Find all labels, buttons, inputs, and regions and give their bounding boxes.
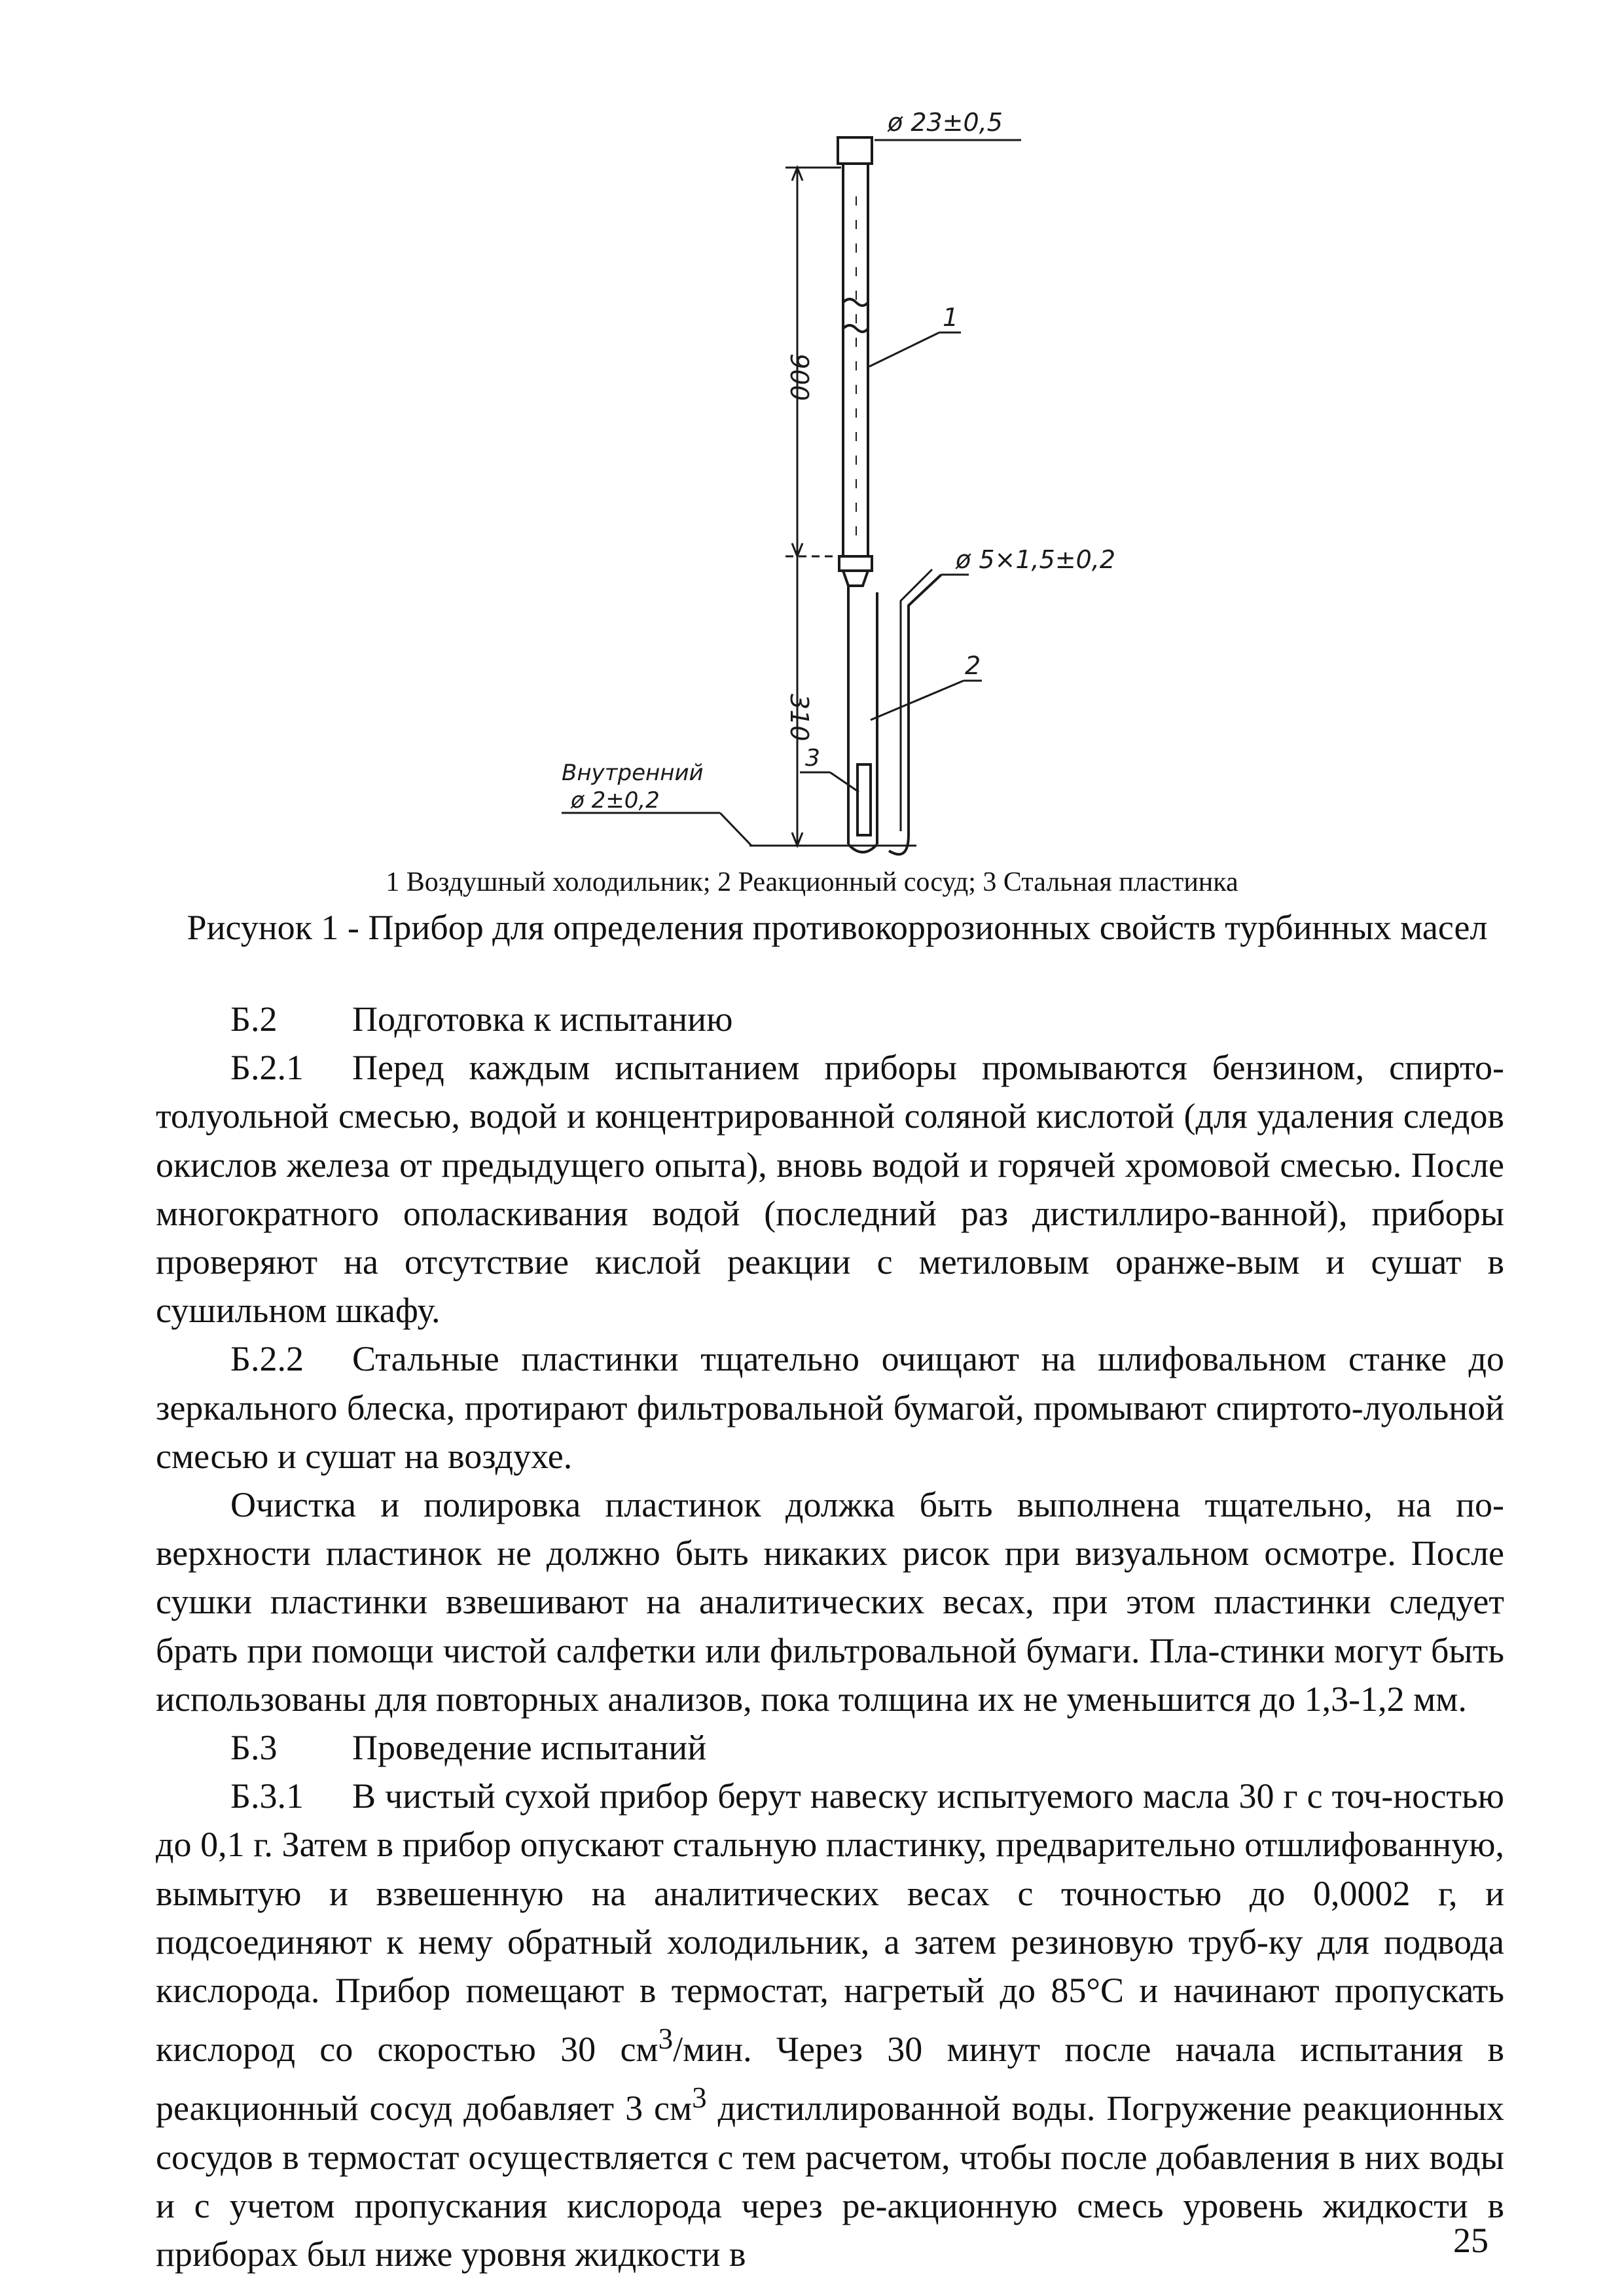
dim-diameter-side-label: ø 5×1,5±0,2 bbox=[956, 545, 1116, 574]
paragraph-b31 bbox=[156, 1772, 1504, 2278]
joint-neck bbox=[843, 571, 868, 586]
section-b2-heading bbox=[156, 995, 1504, 1043]
side-tube-outer bbox=[889, 575, 941, 854]
clause-text-part-3: дистиллированной воды. Погружение реакционных сосудов в термостат осуществляется с тем расчетом, чтобы после добавления в них воды и с учетом пропускания кислорода через ре-акционную смесь уровень жидкости в приборах был ниже уровня жидкости в bbox=[156, 2089, 1504, 2274]
callout-2-leader bbox=[871, 681, 964, 720]
paragraph-b22 bbox=[156, 1335, 1504, 1480]
callout-1: 1 bbox=[943, 303, 959, 332]
clause-number: Б.2.2 bbox=[230, 1339, 304, 1379]
inner-label: Внутренний bbox=[562, 760, 704, 786]
clause-number: Б.2.1 bbox=[230, 1048, 304, 1088]
superscript: 3 bbox=[658, 2022, 674, 2056]
cooler-top-cap bbox=[838, 137, 872, 164]
clause-text-part-2: /мин. Через 30 минут после начала испытания в реакционный сосуд добавляет 3 см bbox=[156, 2030, 1504, 2128]
section-number: Б.3 bbox=[230, 1728, 278, 1768]
apparatus-figure bbox=[0, 0, 1624, 877]
break-mark-2 bbox=[843, 325, 868, 332]
section-b3-heading bbox=[156, 1723, 1504, 1772]
superscript: 3 bbox=[692, 2081, 707, 2115]
dim-310-label: 310 bbox=[785, 694, 814, 742]
page-number: 25 bbox=[1453, 2221, 1489, 2260]
paragraph-b21 bbox=[156, 1043, 1504, 1335]
callout-1-leader bbox=[869, 332, 939, 367]
dim-diameter-top-label: ø 23±0,5 bbox=[888, 108, 1003, 137]
figure-caption: Рисунок 1 - Прибор для определения противокоррозионных свойств турбинных масел bbox=[187, 908, 1488, 947]
steel-plate bbox=[857, 764, 871, 835]
paragraph-polishing: Очистка и полировка пластинок должка быть выполнена тщательно, на по-верхности пластинок не должно быть никаких рисок при визуальном осмотре. После сушки пластинки взвешивают на аналитических весах, при этом пластинки следует брать при помощи чистой салфетки или фильтровальной бумаги. Пла-стинки могут быть использованы для повторных анализов, пока толщина их не уменьшится до 1,3-1,2 мм. bbox=[156, 1485, 1504, 1719]
callout-3-leader bbox=[830, 772, 859, 792]
document-body bbox=[156, 995, 1504, 2278]
clause-text: Перед каждым испытанием приборы промываются бензином, спирто-толуольной смесью, водой и концентрированной соляной кислотой (для удаления следов окислов железа от предыдущего опыта), вновь водой и горячей хромовой смесью. После многократного ополаскивания водой (последний раз дистиллиро-ванной), приборы проверяют на отсутствие кислой реакции с метиловым оранже-вым и сушат в сушильном шкафу. bbox=[156, 1048, 1504, 1331]
cooler-joint bbox=[839, 556, 872, 571]
inner-dim-label: ø 2±0,2 bbox=[571, 787, 660, 814]
section-title: Подготовка к испытанию bbox=[352, 999, 733, 1039]
break-mark-1 bbox=[843, 299, 868, 306]
inner-leader-diagonal bbox=[720, 813, 751, 846]
clause-number: Б.3.1 bbox=[230, 1776, 304, 1816]
clause-text-part-1: В чистый сухой прибор берут навеску испытуемого масла 30 г с точ-ностью до 0,1 г. Затем в прибор опускают стальную пластинку, предварительно отшлифованную, вымытую и взвешенную на аналитических весах с точностью до 0,0002 г, и подсоединяют к нему обратный холодильник, а затем резиновую труб-ку для подвода кислорода. Прибор помещают в термостат, нагретый до 85°С и начинают пропускать кислород со скоростью 30 см bbox=[156, 1776, 1504, 2070]
section-title: Проведение испытаний bbox=[352, 1728, 707, 1768]
dim-900-label: 900 bbox=[785, 353, 814, 401]
figure-legend: 1 Воздушный холодильник; 2 Реакционный сосуд; 3 Стальная пластинка bbox=[386, 867, 1238, 897]
section-number: Б.2 bbox=[230, 999, 278, 1039]
callout-3: 3 bbox=[805, 745, 820, 772]
callout-2: 2 bbox=[965, 651, 981, 680]
clause-text: Стальные пластинки тщательно очищают на шлифовальном станке до зеркального блеска, протирают фильтровальной бумагой, промывают спиртото-луольной смесью и сушат на воздухе. bbox=[156, 1339, 1504, 1476]
